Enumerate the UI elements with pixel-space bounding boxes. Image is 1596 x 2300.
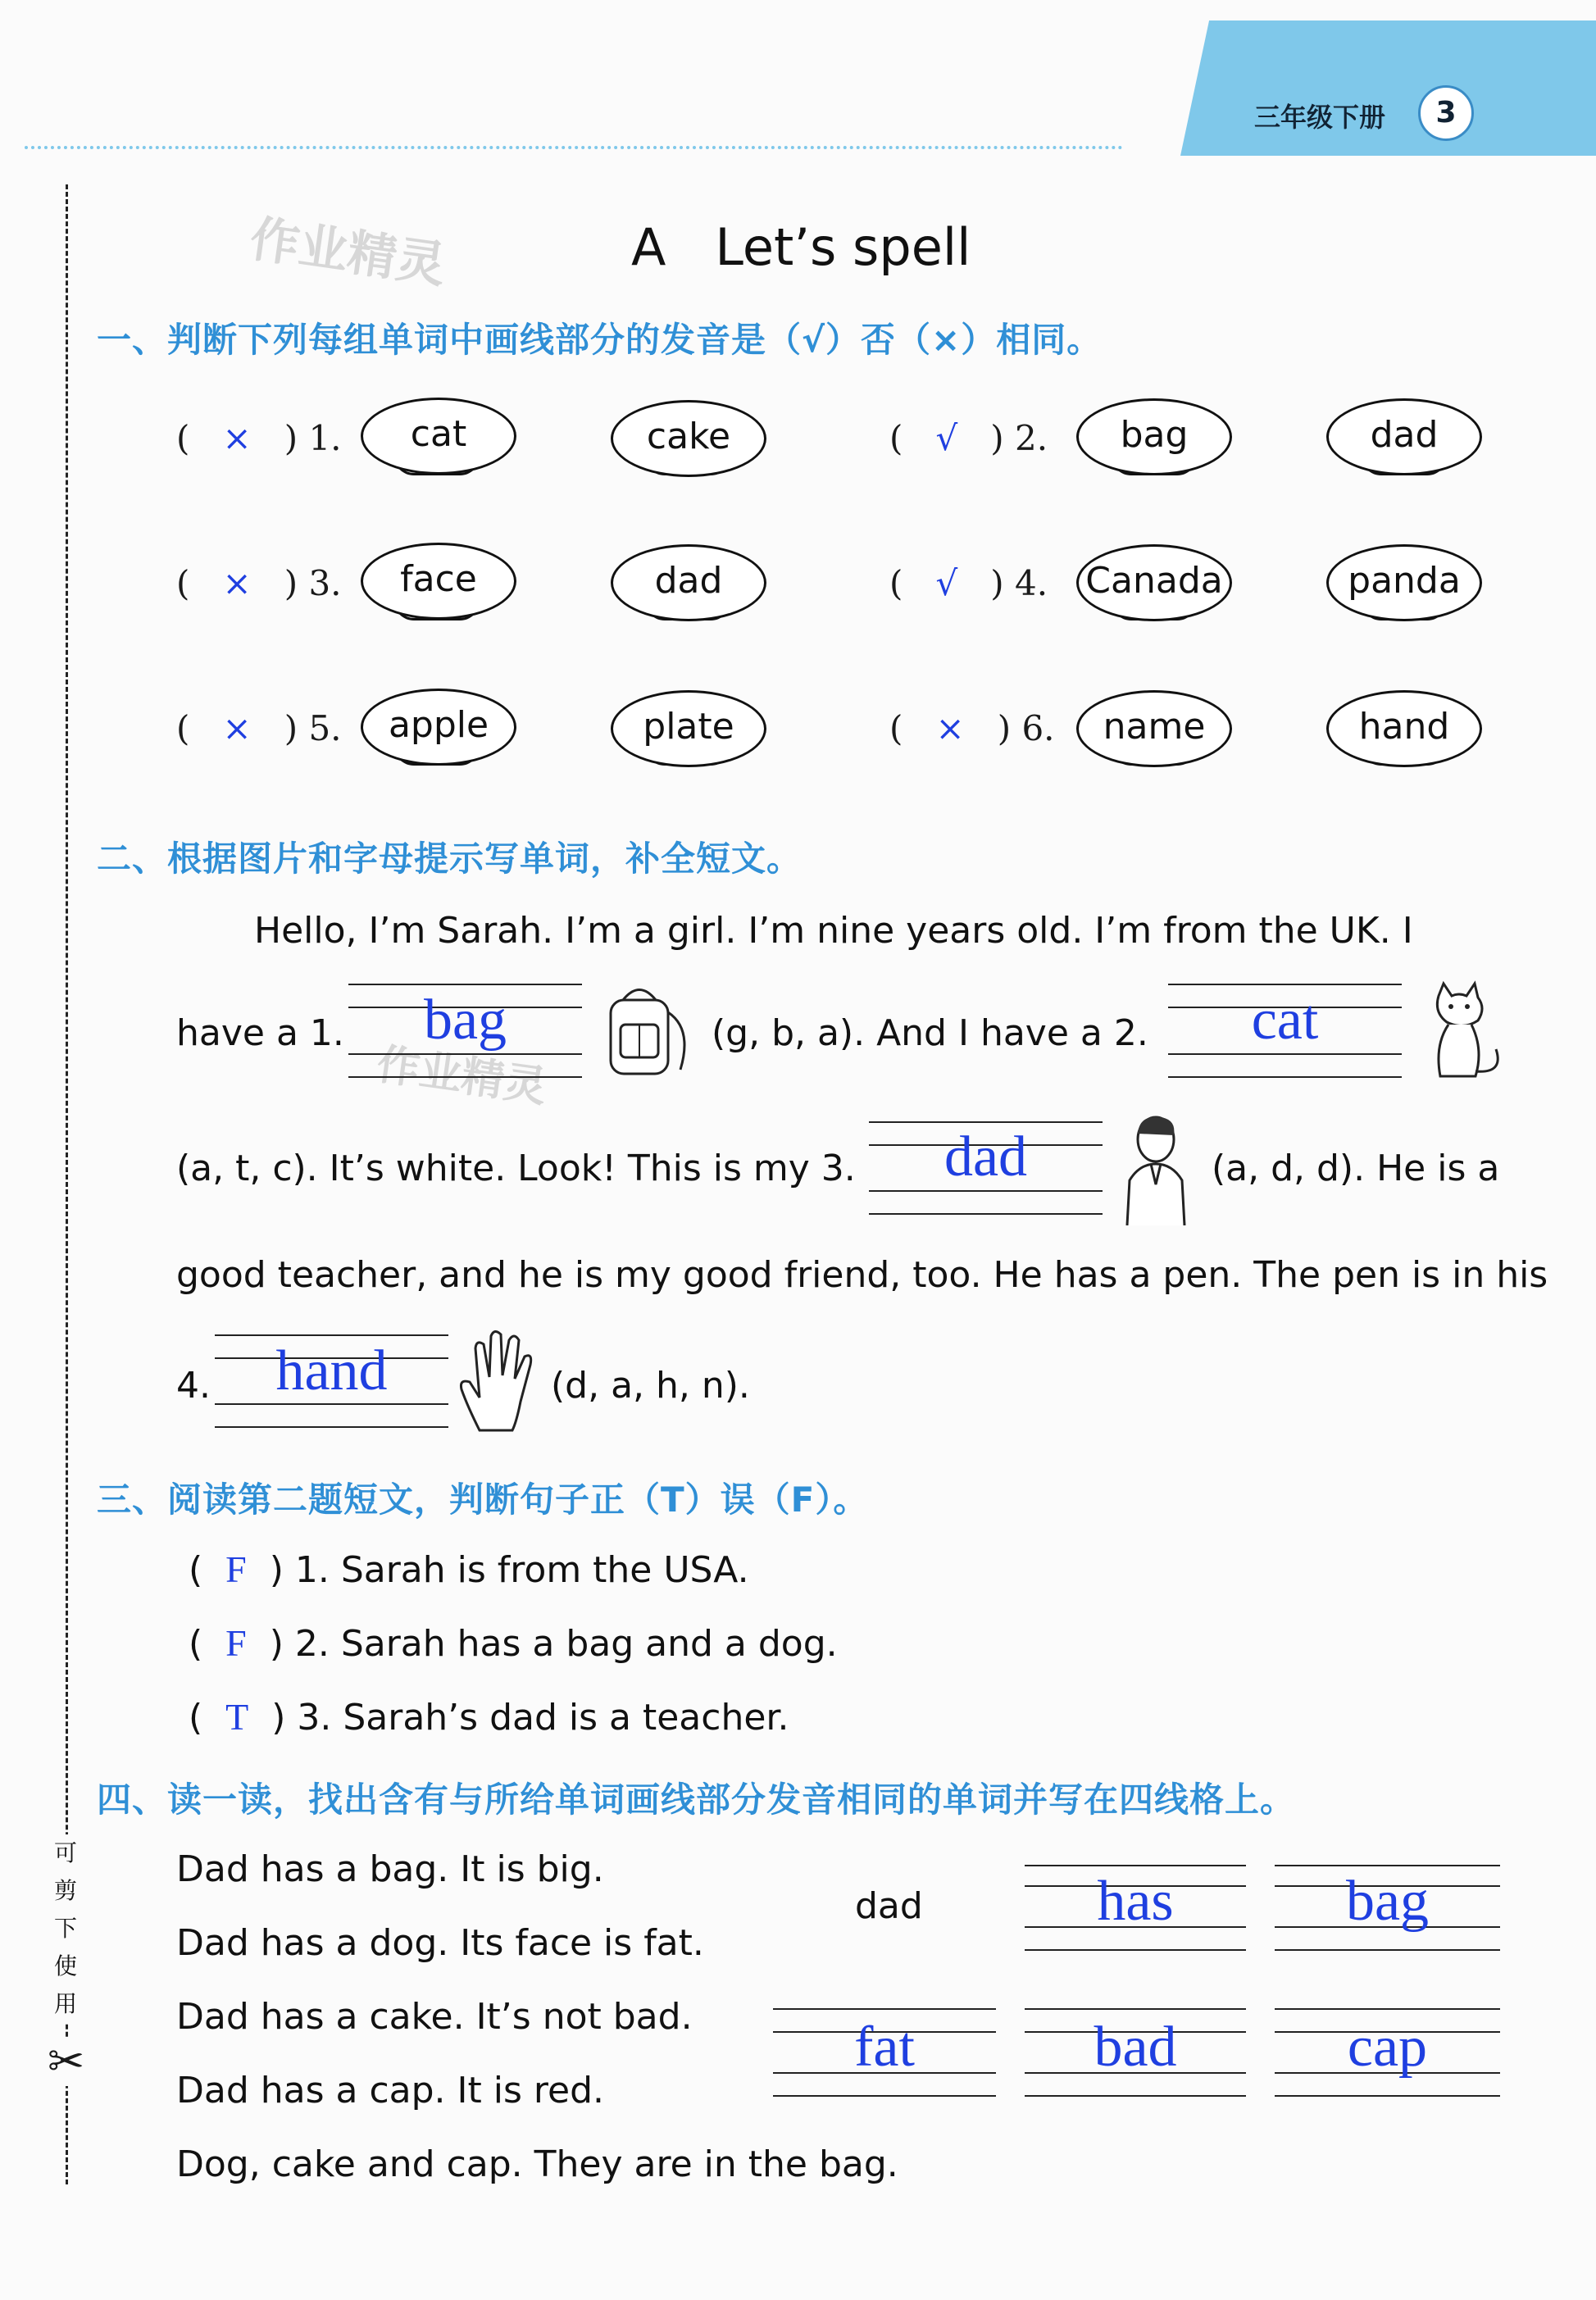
tf-answer: F [225, 1548, 247, 1590]
passage-line: have a 1. [176, 1012, 344, 1054]
word-oval: hand [1326, 690, 1482, 767]
scissors-icon: ✂ [48, 2035, 85, 2087]
handwritten-answer: cat [1251, 989, 1319, 1052]
item-number: 6. [1021, 708, 1055, 748]
cut-note: 可 剪 下 使 用 [54, 1834, 77, 2023]
handwritten-answer: bad [1094, 2016, 1177, 2079]
answer-paren: ( √ ) 2. [889, 418, 1048, 458]
cat-icon [1414, 980, 1508, 1082]
passage-line: (d, a, h, n). [551, 1365, 750, 1407]
word-oval: dad [611, 544, 766, 621]
four-line-grid [1168, 1076, 1402, 1078]
four-line-grid [1025, 2095, 1246, 2097]
word-oval: apple [361, 689, 516, 766]
word-oval: panda [1326, 544, 1482, 621]
four-line-grid [348, 1053, 582, 1055]
tf-text: 1. Sarah is from the USA. [294, 1549, 749, 1591]
reading-line: Dad has a dog. Its face is fat. [176, 1922, 704, 1964]
tf-text: 2. Sarah has a bag and a dog. [294, 1623, 838, 1665]
word-oval: plate [611, 690, 766, 767]
part4-heading: 四、读一读，找出含有与所给单词画线部分发音相同的单词并写在四线格上。 [97, 1780, 1296, 1820]
answer-mark: × [935, 708, 965, 748]
header-dotted-line [25, 146, 1123, 149]
four-line-grid [773, 2008, 996, 2010]
four-line-grid [1275, 2095, 1500, 2097]
tf-item: ( F ) 1. Sarah is from the USA. [189, 1548, 749, 1591]
four-line-grid [1275, 1865, 1500, 1866]
word-oval: cat [361, 398, 516, 475]
reading-line: Dad has a cake. It’s not bad. [176, 1996, 693, 2038]
grade-label: 三年级下册 [1254, 102, 1386, 133]
item-number: 5. [308, 708, 342, 748]
item-number: 3. [308, 563, 342, 603]
answer-paren: ( × ) 5. [176, 708, 342, 748]
four-line-grid [869, 1121, 1103, 1123]
answer-paren: ( √ ) 4. [889, 563, 1048, 603]
handwritten-answer: bag [423, 989, 507, 1052]
word-oval: face [361, 543, 516, 620]
passage-line: Hello, I’m Sarah. I’m a girl. I’m nine years old. I’m from the UK. I [254, 910, 1413, 952]
four-line-grid [1168, 984, 1402, 985]
four-line-grid [1168, 1053, 1402, 1055]
part1-heading: 一、判断下列每组单词中画线部分的发音是（√）否（×）相同。 [97, 320, 1103, 360]
passage-line: (g, b, a). And I have a 2. [712, 1012, 1148, 1054]
part2-heading: 二、根据图片和字母提示写单词，补全短文。 [97, 839, 803, 879]
answer-mark: × [222, 708, 252, 748]
title-text: Let’s spell [715, 217, 971, 277]
page-number: 3 [1418, 85, 1474, 141]
answer-paren: ( × ) 3. [176, 563, 342, 603]
four-line-grid [348, 1076, 582, 1078]
word-oval: Canada [1076, 544, 1232, 621]
given-word: dad [855, 1885, 923, 1927]
word-oval: cake [611, 400, 766, 477]
reading-line: Dog, cake and cap. They are in the bag. [176, 2143, 898, 2185]
answer-mark: √ [935, 418, 958, 458]
backpack-icon [594, 980, 697, 1082]
four-line-grid [1025, 1949, 1246, 1951]
passage-line: good teacher, and he is my good friend, too. He has a pen. The pen is in his [176, 1254, 1548, 1296]
tf-item: ( F ) 2. Sarah has a bag and a dog. [189, 1622, 838, 1665]
answer-paren: ( × ) 1. [176, 418, 342, 458]
item-number: 2. [1015, 418, 1048, 458]
handwritten-answer: bag [1345, 1870, 1430, 1933]
handwritten-answer: hand [275, 1339, 388, 1402]
handwritten-answer: dad [944, 1125, 1028, 1189]
tf-item: ( T ) 3. Sarah’s dad is a teacher. [189, 1696, 789, 1739]
reading-line: Dad has a bag. It is big. [176, 1848, 604, 1890]
item-number: 4. [1015, 563, 1048, 603]
answer-mark: × [222, 563, 252, 603]
four-line-grid [1275, 1949, 1500, 1951]
four-line-grid [773, 2095, 996, 2097]
four-line-grid [1025, 2008, 1246, 2010]
header-band [1148, 20, 1596, 156]
watermark: 作业精灵 [374, 1039, 550, 1113]
hand-icon [455, 1328, 541, 1434]
watermark: 作业精灵 [246, 210, 450, 295]
handwritten-answer: fat [854, 2016, 915, 2079]
answer-mark: √ [935, 563, 958, 603]
tf-answer: F [225, 1622, 247, 1664]
title-letter: A [631, 217, 666, 277]
word-oval: dad [1326, 398, 1482, 475]
four-line-grid [1025, 1865, 1246, 1866]
man-icon [1115, 1111, 1197, 1225]
passage-line: (a, d, d). He is a [1212, 1148, 1500, 1189]
four-line-grid [215, 1426, 448, 1428]
passage-line: (a, t, c). It’s white. Look! This is my 3. [176, 1148, 856, 1189]
handwritten-answer: has [1097, 1870, 1174, 1933]
four-line-grid [869, 1190, 1103, 1192]
handwritten-answer: cap [1347, 2016, 1428, 2079]
four-line-grid [215, 1334, 448, 1336]
four-line-grid [348, 984, 582, 985]
word-oval: bag [1076, 398, 1232, 475]
four-line-grid [869, 1213, 1103, 1215]
part3-heading: 三、阅读第二题短文，判断句子正（T）误（F）。 [97, 1480, 869, 1520]
page-title [631, 217, 971, 277]
passage-line: 4. [176, 1365, 211, 1407]
reading-line: Dad has a cap. It is red. [176, 2070, 604, 2111]
four-line-grid [1275, 2008, 1500, 2010]
tf-answer: T [225, 1696, 249, 1738]
answer-paren: ( × ) 6. [889, 708, 1055, 748]
item-number: 1. [308, 418, 342, 458]
tf-text: 3. Sarah’s dad is a teacher. [297, 1697, 789, 1739]
answer-mark: × [222, 418, 252, 458]
word-oval: name [1076, 690, 1232, 767]
